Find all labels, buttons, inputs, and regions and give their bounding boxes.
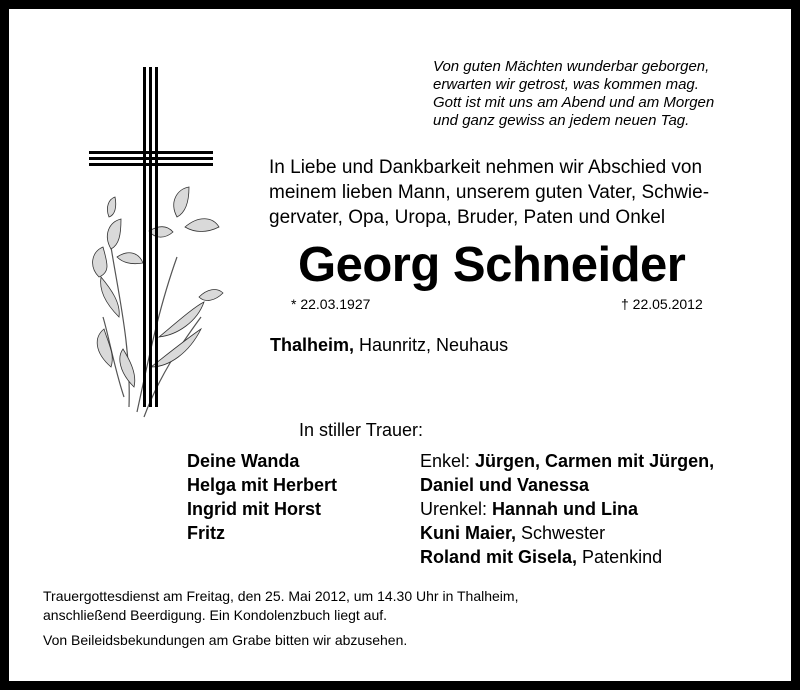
relation-suffix: Patenkind	[577, 547, 663, 567]
quote-line: Gott ist mit uns am Abend und am Morgen	[433, 94, 715, 111]
service-info	[43, 587, 518, 625]
mourner-entry: Deine Wanda	[187, 451, 300, 471]
service-line: Trauergottesdienst am Freitag, den 25. Mai 2012, um 14.30 Uhr in Thalheim,	[43, 588, 519, 604]
mourner-entry	[420, 497, 714, 521]
mourner-entry	[420, 449, 714, 473]
birth-date: * 22.03.1927	[291, 296, 371, 312]
mourners-left-column	[187, 449, 337, 545]
mourner-entry	[420, 521, 714, 545]
condolence-note: Von Beileidsbekundungen am Grabe bitten wir abzusehen.	[43, 632, 408, 648]
relation-suffix: Schwester	[516, 523, 606, 543]
poem-quote	[433, 58, 714, 130]
mourning-label: In stiller Trauer:	[299, 420, 424, 440]
mourner-entry	[420, 473, 714, 497]
places	[270, 335, 508, 356]
mourner-names: Kuni Maier,	[420, 523, 517, 543]
mourner-names: Jürgen, Carmen mit Jürgen,	[475, 451, 715, 471]
mourner-names: Roland mit Gisela,	[420, 547, 578, 567]
intro-line: gervater, Opa, Uropa, Bruder, Paten und Onkel	[269, 207, 666, 228]
cross-with-lilies-icon	[89, 67, 229, 427]
mourner-names: Hannah und Lina	[492, 499, 639, 519]
mourners-right-column	[420, 449, 714, 569]
intro-text	[269, 155, 709, 230]
mourner-names: Daniel und Vanessa	[420, 475, 590, 495]
relation-prefix: Urenkel:	[420, 499, 493, 519]
relation-prefix: Enkel:	[420, 451, 476, 471]
quote-line: erwarten wir getrost, was kommen mag.	[433, 76, 699, 93]
intro-line: meinem lieben Mann, unserem guten Vater, Schwie-	[269, 182, 710, 203]
main-place: Thalheim,	[270, 335, 355, 355]
other-places: Haunritz, Neuhaus	[354, 335, 509, 355]
mourner-entry	[420, 545, 714, 569]
quote-line: und ganz gewiss an jedem neuen Tag.	[433, 112, 690, 129]
death-date: † 22.05.2012	[621, 296, 703, 312]
mourner-entry: Fritz	[187, 523, 225, 543]
service-line: anschließend Beerdigung. Ein Kondolenzbuch liegt auf.	[43, 607, 388, 623]
mourner-entry: Helga mit Herbert	[187, 475, 338, 495]
intro-line: In Liebe und Dankbarkeit nehmen wir Abschied von	[269, 157, 703, 178]
quote-line: Von guten Mächten wunderbar geborgen,	[433, 58, 710, 75]
deceased-name: Georg Schneider	[298, 238, 686, 292]
mourner-entry: Ingrid mit Horst	[187, 499, 321, 519]
